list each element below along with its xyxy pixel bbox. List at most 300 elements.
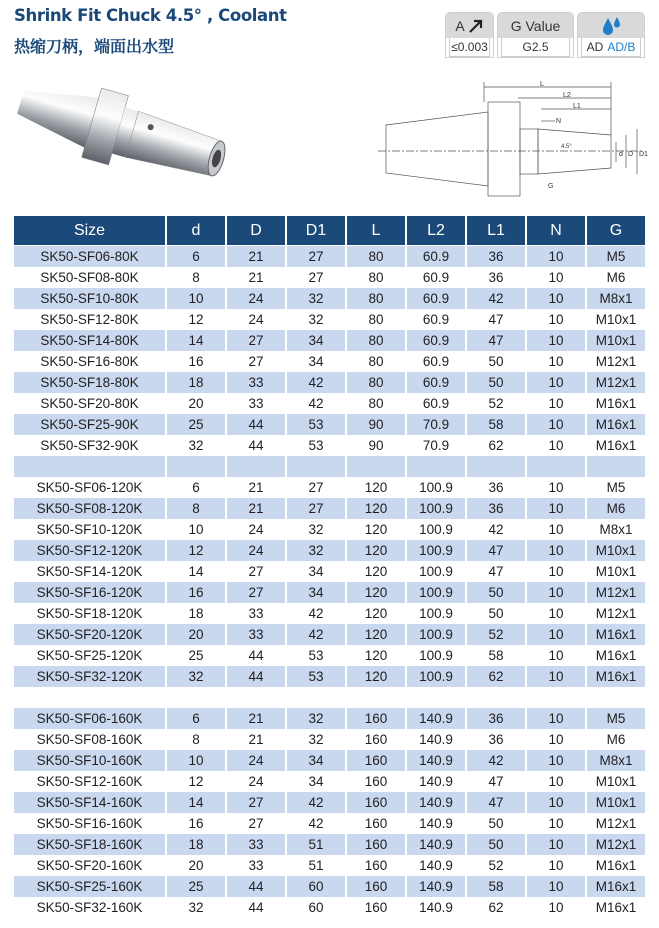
table-cell: 27 xyxy=(248,564,264,579)
table-cell: 51 xyxy=(287,834,345,855)
table-row xyxy=(14,750,645,771)
table-cell: 10 xyxy=(527,708,585,729)
table-row xyxy=(14,246,645,267)
table-cell: 10 xyxy=(548,858,564,873)
table-cell: 33 xyxy=(227,834,285,855)
column-header: G xyxy=(587,216,645,245)
table-row xyxy=(14,729,645,750)
table-cell xyxy=(167,687,225,708)
table-cell: 60.9 xyxy=(407,246,465,267)
table-cell: 120 xyxy=(347,624,405,645)
table-cell: 90 xyxy=(368,438,384,453)
table-cell: SK50-SF08-120K xyxy=(14,498,165,519)
table-cell: 44 xyxy=(227,666,285,687)
table-cell: 140.9 xyxy=(419,900,453,915)
table-cell: 10 xyxy=(548,312,564,327)
table-cell: SK50-SF14-120K xyxy=(36,564,143,579)
table-cell: 100.9 xyxy=(407,540,465,561)
spec-table xyxy=(14,216,645,918)
table-cell: 10 xyxy=(548,774,564,789)
table-row xyxy=(14,519,645,540)
table-cell: 80 xyxy=(347,330,405,351)
table-cell: 36 xyxy=(467,246,525,267)
table-cell: SK50-SF18-160K xyxy=(14,834,165,855)
table-row xyxy=(14,708,645,729)
table-cell: SK50-SF25-160K xyxy=(14,876,165,897)
table-cell: 10 xyxy=(527,666,585,687)
table-cell: SK50-SF18-120K xyxy=(36,606,143,621)
table-cell: 21 xyxy=(227,246,285,267)
table-cell: M12x1 xyxy=(595,354,637,369)
table-cell: 10 xyxy=(527,750,585,771)
table-cell: 10 xyxy=(167,750,225,771)
table-cell: 27 xyxy=(287,246,345,267)
table-cell: 160 xyxy=(347,792,405,813)
table-cell: 80 xyxy=(368,396,384,411)
page-subtitle: 热缩刀柄，端面出水型 xyxy=(14,37,175,56)
table-cell: 60 xyxy=(308,900,324,915)
table-cell: 24 xyxy=(248,774,264,789)
table-header xyxy=(14,216,645,245)
table-cell: 10 xyxy=(527,288,585,309)
table-cell: 42 xyxy=(287,792,345,813)
table-cell xyxy=(527,687,585,708)
balance-badge xyxy=(497,12,574,58)
table-cell: 100.9 xyxy=(419,522,453,537)
table-cell: 44 xyxy=(248,900,264,915)
table-cell: 42 xyxy=(287,372,345,393)
label-D1: D1 xyxy=(639,151,648,158)
table-cell: 47 xyxy=(488,312,504,327)
coolant-value: AD xyxy=(586,40,604,54)
table-cell: M5 xyxy=(587,246,645,267)
table-cell: 8 xyxy=(192,732,200,747)
table-cell: M16x1 xyxy=(587,414,645,435)
table-cell: 60.9 xyxy=(422,312,450,327)
table-cell: M8x1 xyxy=(599,522,633,537)
table-cell: 62 xyxy=(488,900,504,915)
table-cell: 60.9 xyxy=(422,270,450,285)
table-row xyxy=(14,645,645,666)
table-row xyxy=(14,288,645,309)
runout-value: ≤0.003 xyxy=(449,38,490,57)
table-cell xyxy=(527,456,585,477)
technical-drawing xyxy=(378,78,648,198)
column-header: d xyxy=(167,216,225,245)
table-cell: 10 xyxy=(527,372,585,393)
table-cell: 21 xyxy=(248,732,264,747)
table-cell: SK50-SF12-80K xyxy=(40,312,139,327)
table-cell: 21 xyxy=(227,708,285,729)
table-cell xyxy=(287,456,345,477)
table-cell: 32 xyxy=(188,438,204,453)
table-cell: 27 xyxy=(227,330,285,351)
table-cell: 10 xyxy=(527,330,585,351)
table-row xyxy=(14,792,645,813)
table-row xyxy=(14,540,645,561)
table-cell: 34 xyxy=(308,564,324,579)
table-cell: 32 xyxy=(308,312,324,327)
table-cell: 18 xyxy=(167,834,225,855)
table-cell: 34 xyxy=(308,354,324,369)
runout-arrow-icon xyxy=(468,19,484,33)
table-cell: 100.9 xyxy=(419,648,453,663)
table-cell: 12 xyxy=(188,312,204,327)
table-cell: M6 xyxy=(587,498,645,519)
table-cell: 10 xyxy=(188,522,204,537)
table-cell: 27 xyxy=(248,816,264,831)
table-cell: 60.9 xyxy=(407,330,465,351)
table-cell: M12x1 xyxy=(587,372,645,393)
table-cell: 20 xyxy=(188,396,204,411)
table-cell: 12 xyxy=(167,540,225,561)
table-cell: 44 xyxy=(248,648,264,663)
table-cell: SK50-SF16-120K xyxy=(14,582,165,603)
balance-label: G Value xyxy=(498,13,573,38)
table-row xyxy=(14,603,645,624)
table-cell xyxy=(287,687,345,708)
coolant-value-accent: AD/B xyxy=(607,40,636,54)
table-cell: SK50-SF06-120K xyxy=(36,480,143,495)
table-cell: 8 xyxy=(192,270,200,285)
table-row xyxy=(14,582,645,603)
table-cell: 10 xyxy=(548,438,564,453)
table-row xyxy=(14,771,645,792)
table-cell: 10 xyxy=(548,270,564,285)
table-cell: 140.9 xyxy=(419,858,453,873)
table-cell: 10 xyxy=(527,582,585,603)
table-cell: 47 xyxy=(467,330,525,351)
column-header: L xyxy=(347,216,405,245)
table-cell: 50 xyxy=(488,816,504,831)
table-cell: 47 xyxy=(467,540,525,561)
table-cell xyxy=(587,456,645,477)
table-cell: 53 xyxy=(287,414,345,435)
table-cell: SK50-SF25-90K xyxy=(14,414,165,435)
table-row xyxy=(14,414,645,435)
table-cell: 27 xyxy=(308,270,324,285)
table-cell: SK50-SF14-80K xyxy=(14,330,165,351)
label-L1: L1 xyxy=(573,103,581,110)
table-cell: 27 xyxy=(227,582,285,603)
table-cell: 52 xyxy=(467,624,525,645)
table-cell: SK50-SF16-80K xyxy=(40,354,139,369)
table-cell: 6 xyxy=(167,708,225,729)
table-cell: 10 xyxy=(548,816,564,831)
table-cell: 100.9 xyxy=(407,666,465,687)
table-cell: 140.9 xyxy=(407,750,465,771)
table-cell xyxy=(14,687,165,708)
table-cell: 10 xyxy=(548,396,564,411)
table-cell: 160 xyxy=(364,774,388,789)
table-cell: 80 xyxy=(347,372,405,393)
table-cell: 160 xyxy=(347,834,405,855)
table-cell: SK50-SF10-120K xyxy=(36,522,143,537)
table-cell: 12 xyxy=(188,774,204,789)
table-cell: 42 xyxy=(287,624,345,645)
table-spacer-row xyxy=(14,687,645,708)
table-row xyxy=(14,372,645,393)
table-cell: M6 xyxy=(606,732,626,747)
table-cell: 16 xyxy=(167,582,225,603)
table-cell: M10x1 xyxy=(595,774,637,789)
table-cell: 21 xyxy=(227,498,285,519)
table-cell: 24 xyxy=(227,750,285,771)
table-cell: 62 xyxy=(467,666,525,687)
table-cell: M12x1 xyxy=(595,606,637,621)
table-cell: 53 xyxy=(308,438,324,453)
table-cell: M16x1 xyxy=(587,624,645,645)
table-cell: 24 xyxy=(248,522,264,537)
table-cell xyxy=(467,687,525,708)
table-cell: 44 xyxy=(227,876,285,897)
table-cell: 20 xyxy=(188,858,204,873)
table-cell: 8 xyxy=(167,498,225,519)
table-cell: 160 xyxy=(364,732,388,747)
table-cell: M16x1 xyxy=(587,876,645,897)
table-cell: 100.9 xyxy=(407,582,465,603)
table-cell: 120 xyxy=(347,582,405,603)
table-cell: 10 xyxy=(527,414,585,435)
table-cell: 140.9 xyxy=(407,876,465,897)
column-header: N xyxy=(527,216,585,245)
table-cell: SK50-SF08-80K xyxy=(40,270,139,285)
table-cell: 32 xyxy=(287,288,345,309)
table-cell: 62 xyxy=(488,438,504,453)
table-cell: 6 xyxy=(167,246,225,267)
table-cell: SK50-SF32-90K xyxy=(40,438,139,453)
table-cell: 60.9 xyxy=(407,288,465,309)
table-cell: 42 xyxy=(308,606,324,621)
table-cell: 34 xyxy=(287,582,345,603)
table-cell: 10 xyxy=(527,834,585,855)
runout-badge xyxy=(445,12,494,58)
column-header: L2 xyxy=(407,216,465,245)
table-cell: SK50-SF10-160K xyxy=(14,750,165,771)
table-cell xyxy=(227,687,285,708)
table-cell: 140.9 xyxy=(407,708,465,729)
table-cell: 27 xyxy=(308,480,324,495)
table-cell: 10 xyxy=(527,876,585,897)
table-cell: 25 xyxy=(167,876,225,897)
balance-value: G2.5 xyxy=(501,38,570,57)
table-row xyxy=(14,330,645,351)
table-cell: M12x1 xyxy=(595,816,637,831)
table-cell xyxy=(347,456,405,477)
table-cell: M12x1 xyxy=(587,834,645,855)
table-cell: 160 xyxy=(347,750,405,771)
table-cell: SK50-SF32-120K xyxy=(14,666,165,687)
table-cell: 16 xyxy=(188,816,204,831)
table-cell: 58 xyxy=(467,876,525,897)
table-cell: SK50-SF08-160K xyxy=(36,732,143,747)
table-cell: 18 xyxy=(188,606,204,621)
table-cell: 50 xyxy=(467,834,525,855)
table-cell: 120 xyxy=(364,480,388,495)
table-cell: 100.9 xyxy=(419,480,453,495)
table-row xyxy=(14,393,645,414)
table-cell: 16 xyxy=(188,354,204,369)
table-row xyxy=(14,834,645,855)
table-cell: SK50-SF25-120K xyxy=(36,648,143,663)
table-cell: 80 xyxy=(347,246,405,267)
table-cell: 34 xyxy=(287,330,345,351)
table-row xyxy=(14,813,645,834)
table-cell: M5 xyxy=(606,480,626,495)
table-cell: 27 xyxy=(248,354,264,369)
table-cell: M10x1 xyxy=(595,312,637,327)
table-cell: 120 xyxy=(364,522,388,537)
table-cell: 10 xyxy=(527,624,585,645)
table-cell xyxy=(167,456,225,477)
table-cell: M12x1 xyxy=(587,582,645,603)
table-cell: M10x1 xyxy=(595,564,637,579)
table-cell: 60 xyxy=(287,876,345,897)
table-cell: 6 xyxy=(192,480,200,495)
table-cell: SK50-SF20-160K xyxy=(36,858,143,873)
table-cell: 36 xyxy=(467,708,525,729)
table-cell: 140.9 xyxy=(407,792,465,813)
table-cell: 53 xyxy=(308,648,324,663)
table-row xyxy=(14,876,645,897)
table-row xyxy=(14,435,645,456)
table-cell: 140.9 xyxy=(419,816,453,831)
table-cell: 10 xyxy=(548,480,564,495)
product-photo xyxy=(8,62,240,204)
table-cell xyxy=(407,687,465,708)
table-row xyxy=(14,477,645,498)
table-cell xyxy=(407,456,465,477)
table-cell: 32 xyxy=(308,732,324,747)
table-cell: 42 xyxy=(308,816,324,831)
table-cell: M16x1 xyxy=(595,396,637,411)
table-cell: 21 xyxy=(248,480,264,495)
table-cell xyxy=(587,687,645,708)
table-cell: M5 xyxy=(587,708,645,729)
table-cell: 58 xyxy=(488,648,504,663)
label-L: L xyxy=(540,81,544,88)
table-cell: M16x1 xyxy=(587,666,645,687)
table-cell: M16x1 xyxy=(595,900,637,915)
table-row xyxy=(14,624,645,645)
table-cell: 80 xyxy=(368,354,384,369)
table-cell: 36 xyxy=(488,480,504,495)
table-cell: 33 xyxy=(227,624,285,645)
table-cell: 10 xyxy=(527,498,585,519)
table-cell xyxy=(347,687,405,708)
table-cell: 160 xyxy=(364,900,388,915)
page-title: Shrink Fit Chuck 4.5° , Coolant xyxy=(14,6,287,25)
column-header: L1 xyxy=(467,216,525,245)
table-cell: 42 xyxy=(467,750,525,771)
table-cell: 120 xyxy=(364,606,388,621)
table-spacer-row xyxy=(14,456,645,477)
table-cell: SK50-SF06-160K xyxy=(14,708,165,729)
table-cell: 24 xyxy=(227,288,285,309)
table-cell: 100.9 xyxy=(419,564,453,579)
table-row xyxy=(14,666,645,687)
table-cell: 100.9 xyxy=(419,606,453,621)
table-cell: 160 xyxy=(347,876,405,897)
table-cell: 10 xyxy=(527,540,585,561)
table-cell: 14 xyxy=(167,330,225,351)
table-cell: 120 xyxy=(364,648,388,663)
label-N: N xyxy=(556,118,562,125)
table-cell: 50 xyxy=(488,354,504,369)
table-cell: SK50-SF10-80K xyxy=(14,288,165,309)
table-cell: 14 xyxy=(167,792,225,813)
table-cell: SK50-SF12-160K xyxy=(36,774,143,789)
label-L2: L2 xyxy=(563,92,571,99)
table-cell: 33 xyxy=(248,858,264,873)
table-cell: 36 xyxy=(467,498,525,519)
table-cell: 36 xyxy=(488,270,504,285)
table-row xyxy=(14,498,645,519)
table-cell: M16x1 xyxy=(595,858,637,873)
table-cell: 33 xyxy=(248,396,264,411)
table-cell: 120 xyxy=(347,666,405,687)
table-cell: 20 xyxy=(167,624,225,645)
label-G: G xyxy=(548,183,554,190)
table-cell: SK50-SF20-80K xyxy=(40,396,139,411)
table-cell xyxy=(14,456,165,477)
table-cell: 80 xyxy=(368,312,384,327)
table-cell: 33 xyxy=(248,606,264,621)
table-cell: 34 xyxy=(308,774,324,789)
table-cell: 10 xyxy=(167,288,225,309)
table-cell: SK50-SF20-120K xyxy=(14,624,165,645)
table-cell xyxy=(227,456,285,477)
table-cell: 140.9 xyxy=(419,732,453,747)
table-cell: SK50-SF06-80K xyxy=(14,246,165,267)
table-cell: 60.9 xyxy=(422,396,450,411)
table-cell: SK50-SF32-160K xyxy=(36,900,143,915)
table-cell: 50 xyxy=(467,582,525,603)
table-cell: 10 xyxy=(548,606,564,621)
table-cell: 10 xyxy=(527,246,585,267)
table-cell: 100.9 xyxy=(407,498,465,519)
table-cell: 33 xyxy=(227,372,285,393)
table-cell: 10 xyxy=(548,900,564,915)
coolant-drops-icon xyxy=(600,16,622,36)
table-cell: 50 xyxy=(488,606,504,621)
table-cell: 90 xyxy=(347,414,405,435)
table-cell: SK50-SF12-120K xyxy=(14,540,165,561)
table-cell: 100.9 xyxy=(407,624,465,645)
table-cell: M16x1 xyxy=(595,438,637,453)
table-cell: 36 xyxy=(488,732,504,747)
label-D: D xyxy=(628,151,634,158)
table-row xyxy=(14,351,645,372)
table-cell: 14 xyxy=(188,564,204,579)
table-cell: M10x1 xyxy=(587,792,645,813)
table-cell: 18 xyxy=(167,372,225,393)
table-cell: 27 xyxy=(287,498,345,519)
table-cell: 120 xyxy=(347,498,405,519)
table-cell: 32 xyxy=(308,522,324,537)
table-cell: 60.9 xyxy=(422,354,450,369)
table-row xyxy=(14,267,645,288)
table-cell: 47 xyxy=(467,792,525,813)
table-cell: 80 xyxy=(368,270,384,285)
coolant-badge xyxy=(577,12,645,58)
column-header: Size xyxy=(14,216,165,245)
table-cell: 10 xyxy=(548,732,564,747)
table-cell: M16x1 xyxy=(595,648,637,663)
table-cell: 53 xyxy=(287,666,345,687)
table-cell: 50 xyxy=(467,372,525,393)
table-cell: 25 xyxy=(167,414,225,435)
